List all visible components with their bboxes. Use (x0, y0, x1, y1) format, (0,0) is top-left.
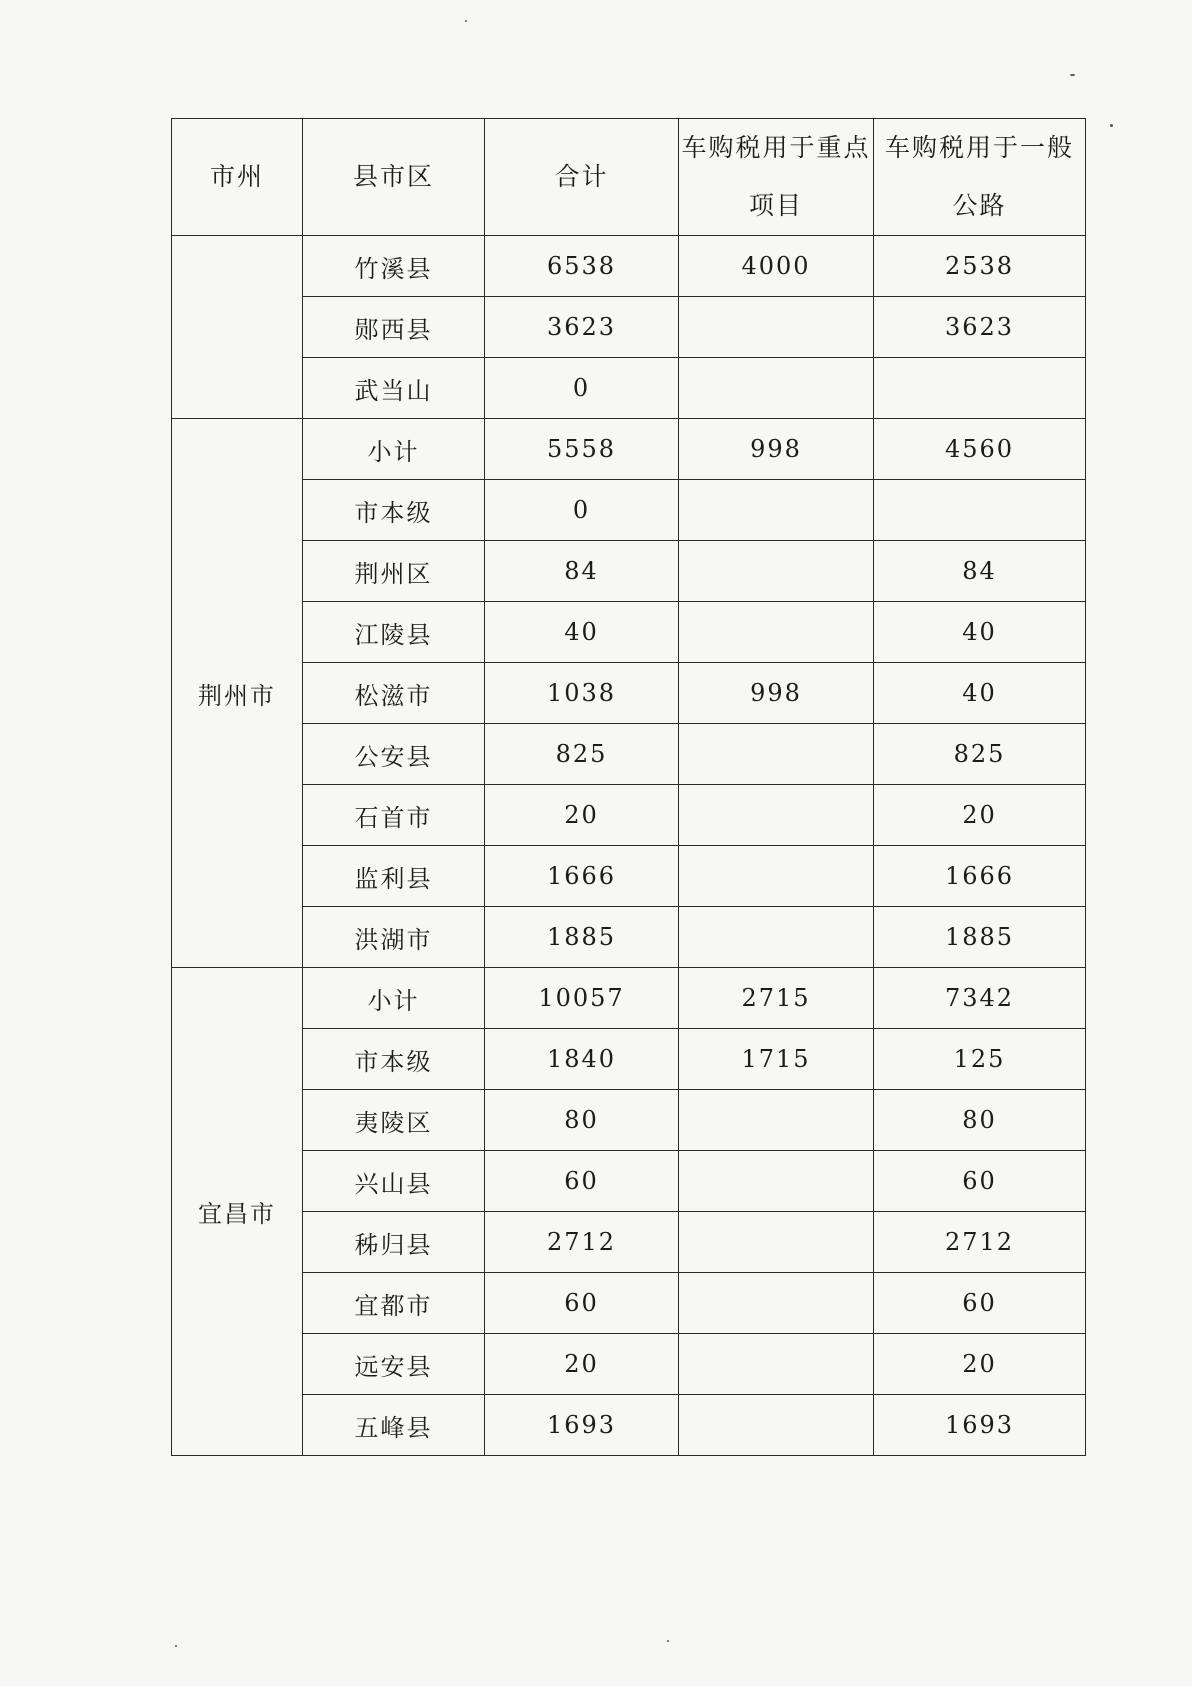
key-projects-cell (679, 846, 874, 907)
general-roads-cell: 60 (874, 1151, 1086, 1212)
scan-speck (667, 1640, 669, 1642)
total-cell: 825 (485, 724, 679, 785)
city-cell (172, 236, 303, 419)
table-row (172, 1151, 1086, 1212)
key-projects-cell (679, 1151, 874, 1212)
table-row (172, 663, 1086, 724)
county-cell: 松滋市 (303, 663, 485, 724)
table-row (172, 724, 1086, 785)
county-cell: 市本级 (303, 480, 485, 541)
header-county: 县市区 (303, 119, 485, 236)
table-row (172, 419, 1086, 480)
key-projects-cell (679, 907, 874, 968)
general-roads-cell: 60 (874, 1273, 1086, 1334)
key-projects-cell (679, 1273, 874, 1334)
key-projects-cell (679, 724, 874, 785)
table-row (172, 1273, 1086, 1334)
county-cell: 五峰县 (303, 1395, 485, 1456)
scan-speck (1110, 124, 1113, 127)
total-cell: 3623 (485, 297, 679, 358)
table-row (172, 907, 1086, 968)
general-roads-cell: 80 (874, 1090, 1086, 1151)
general-roads-cell: 7342 (874, 968, 1086, 1029)
table-row (172, 846, 1086, 907)
table-row (172, 1334, 1086, 1395)
table-row (172, 1212, 1086, 1273)
table-row (172, 480, 1086, 541)
general-roads-cell: 3623 (874, 297, 1086, 358)
county-cell: 市本级 (303, 1029, 485, 1090)
key-projects-cell (679, 602, 874, 663)
table-header-row (172, 119, 1086, 236)
total-cell: 1666 (485, 846, 679, 907)
total-cell: 20 (485, 1334, 679, 1395)
county-cell: 荆州区 (303, 541, 485, 602)
key-projects-cell: 4000 (679, 236, 874, 297)
county-cell: 兴山县 (303, 1151, 485, 1212)
general-roads-cell: 20 (874, 1334, 1086, 1395)
total-cell: 2712 (485, 1212, 679, 1273)
key-projects-cell (679, 480, 874, 541)
county-cell: 小计 (303, 419, 485, 480)
key-projects-cell (679, 1334, 874, 1395)
county-cell: 小计 (303, 968, 485, 1029)
total-cell: 1038 (485, 663, 679, 724)
total-cell: 6538 (485, 236, 679, 297)
scan-speck (1070, 74, 1075, 76)
county-cell: 石首市 (303, 785, 485, 846)
scan-speck (175, 1645, 177, 1647)
table-row (172, 1090, 1086, 1151)
header-key-projects: 车购税用于重点项目 (679, 119, 874, 236)
county-cell: 远安县 (303, 1334, 485, 1395)
total-cell: 0 (485, 480, 679, 541)
table-row (172, 541, 1086, 602)
city-cell: 宜昌市 (172, 968, 303, 1456)
table-row (172, 236, 1086, 297)
table-row (172, 968, 1086, 1029)
table-row (172, 358, 1086, 419)
general-roads-cell: 125 (874, 1029, 1086, 1090)
total-cell: 10057 (485, 968, 679, 1029)
table-body (172, 236, 1086, 1456)
total-cell: 84 (485, 541, 679, 602)
header-total: 合计 (485, 119, 679, 236)
key-projects-cell (679, 1090, 874, 1151)
key-projects-cell (679, 358, 874, 419)
total-cell: 5558 (485, 419, 679, 480)
key-projects-cell (679, 1395, 874, 1456)
key-projects-cell (679, 785, 874, 846)
general-roads-cell: 20 (874, 785, 1086, 846)
general-roads-cell (874, 358, 1086, 419)
total-cell: 60 (485, 1151, 679, 1212)
key-projects-cell (679, 1212, 874, 1273)
table-row (172, 1395, 1086, 1456)
key-projects-cell (679, 541, 874, 602)
table-row (172, 785, 1086, 846)
general-roads-cell: 40 (874, 663, 1086, 724)
table-row (172, 1029, 1086, 1090)
city-cell: 荆州市 (172, 419, 303, 968)
county-cell: 公安县 (303, 724, 485, 785)
table-row (172, 602, 1086, 663)
county-cell: 洪湖市 (303, 907, 485, 968)
total-cell: 0 (485, 358, 679, 419)
county-cell: 武当山 (303, 358, 485, 419)
key-projects-cell: 1715 (679, 1029, 874, 1090)
general-roads-cell (874, 480, 1086, 541)
total-cell: 80 (485, 1090, 679, 1151)
county-cell: 监利县 (303, 846, 485, 907)
general-roads-cell: 2538 (874, 236, 1086, 297)
total-cell: 20 (485, 785, 679, 846)
scan-speck (465, 20, 467, 22)
general-roads-cell: 2712 (874, 1212, 1086, 1273)
allocation-table (171, 118, 1086, 1456)
total-cell: 1693 (485, 1395, 679, 1456)
key-projects-cell (679, 297, 874, 358)
county-cell: 江陵县 (303, 602, 485, 663)
total-cell: 1885 (485, 907, 679, 968)
county-cell: 夷陵区 (303, 1090, 485, 1151)
county-cell: 竹溪县 (303, 236, 485, 297)
header-general-roads: 车购税用于一般公路 (874, 119, 1086, 236)
total-cell: 1840 (485, 1029, 679, 1090)
key-projects-cell: 998 (679, 419, 874, 480)
general-roads-cell: 84 (874, 541, 1086, 602)
general-roads-cell: 1666 (874, 846, 1086, 907)
general-roads-cell: 40 (874, 602, 1086, 663)
county-cell: 郧西县 (303, 297, 485, 358)
general-roads-cell: 4560 (874, 419, 1086, 480)
total-cell: 60 (485, 1273, 679, 1334)
header-city: 市州 (172, 119, 303, 236)
general-roads-cell: 1885 (874, 907, 1086, 968)
table-row (172, 297, 1086, 358)
general-roads-cell: 1693 (874, 1395, 1086, 1456)
general-roads-cell: 825 (874, 724, 1086, 785)
key-projects-cell: 2715 (679, 968, 874, 1029)
total-cell: 40 (485, 602, 679, 663)
county-cell: 秭归县 (303, 1212, 485, 1273)
key-projects-cell: 998 (679, 663, 874, 724)
county-cell: 宜都市 (303, 1273, 485, 1334)
